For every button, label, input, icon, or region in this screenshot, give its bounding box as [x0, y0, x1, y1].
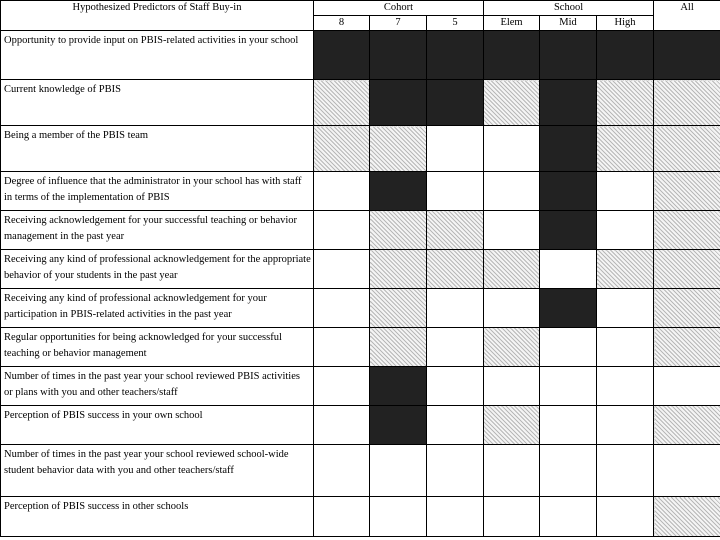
predictor-label: Opportunity to provide input on PBIS-related activities in your school [1, 31, 314, 80]
cell-school-elem [484, 289, 540, 328]
table-body [1, 31, 720, 537]
cell-cohort-8 [314, 497, 370, 537]
cell-cohort-5 [427, 328, 484, 367]
cell-cohort-5 [427, 367, 484, 406]
cell-cohort-5 [427, 289, 484, 328]
table-row [1, 172, 720, 211]
cell-all [654, 497, 720, 537]
cell-cohort-7 [370, 406, 427, 445]
cell-cohort-5 [427, 406, 484, 445]
table-row [1, 31, 720, 80]
predictor-label: Receiving acknowledgement for your successful teaching or behavior management in the past year [1, 211, 314, 250]
cell-cohort-7 [370, 250, 427, 289]
cell-all [654, 31, 720, 80]
table-row [1, 80, 720, 126]
cell-school-mid [540, 172, 597, 211]
cell-all [654, 406, 720, 445]
table-row [1, 211, 720, 250]
cell-cohort-5 [427, 126, 484, 172]
table-row [1, 289, 720, 328]
cell-cohort-5 [427, 31, 484, 80]
cell-school-mid [540, 250, 597, 289]
cell-all [654, 445, 720, 497]
predictor-label: Receiving any kind of professional acknowledgement for the appropriate behavior of your students in the past year [1, 250, 314, 289]
cell-cohort-7 [370, 126, 427, 172]
cell-school-mid [540, 328, 597, 367]
predictor-label: Receiving any kind of professional acknowledgement for your participation in PBIS-related activities in the past year [1, 289, 314, 328]
cell-school-elem [484, 406, 540, 445]
predictor-label: Current knowledge of PBIS [1, 80, 314, 126]
cell-school-elem [484, 445, 540, 497]
cell-cohort-5 [427, 211, 484, 250]
table-row [1, 406, 720, 445]
cell-school-elem [484, 172, 540, 211]
cell-cohort-7 [370, 31, 427, 80]
cell-school-mid [540, 497, 597, 537]
cell-cohort-8 [314, 328, 370, 367]
cell-cohort-5 [427, 250, 484, 289]
school-header: School [484, 1, 654, 16]
table-row [1, 328, 720, 367]
predictor-label: Number of times in the past year your school reviewed school-wide student behavior data with you and other teachers/staff [1, 445, 314, 497]
predictors-header: Hypothesized Predictors of Staff Buy-in [1, 1, 314, 31]
all-header: All [654, 1, 720, 31]
cell-cohort-8 [314, 211, 370, 250]
cell-school-elem [484, 250, 540, 289]
cell-cohort-5 [427, 80, 484, 126]
cell-cohort-7 [370, 80, 427, 126]
predictor-label: Perception of PBIS success in your own school [1, 406, 314, 445]
cell-school-elem [484, 328, 540, 367]
cell-school-high [597, 31, 654, 80]
cell-school-mid [540, 31, 597, 80]
predictor-label: Number of times in the past year your school reviewed PBIS activities or plans with you and other teachers/staff [1, 367, 314, 406]
cell-cohort-5 [427, 497, 484, 537]
cell-school-high [597, 367, 654, 406]
cell-school-mid [540, 445, 597, 497]
table-row [1, 126, 720, 172]
cell-school-high [597, 497, 654, 537]
cell-all [654, 126, 720, 172]
cell-cohort-8 [314, 250, 370, 289]
cell-school-high [597, 172, 654, 211]
header-row-groups [1, 1, 720, 16]
cohort-header: Cohort [314, 1, 484, 16]
cell-school-high [597, 289, 654, 328]
predictor-label: Regular opportunities for being acknowledged for your successful teaching or behavior management [1, 328, 314, 367]
cell-all [654, 250, 720, 289]
subheader-cohort-5: 5 [427, 16, 484, 31]
cell-school-mid [540, 211, 597, 250]
cell-cohort-8 [314, 406, 370, 445]
cell-school-mid [540, 80, 597, 126]
table-row [1, 497, 720, 537]
subheader-cohort-8: 8 [314, 16, 370, 31]
cell-cohort-8 [314, 172, 370, 211]
cell-cohort-7 [370, 172, 427, 211]
cell-school-high [597, 80, 654, 126]
cell-school-high [597, 445, 654, 497]
cell-school-elem [484, 367, 540, 406]
cell-cohort-7 [370, 367, 427, 406]
cell-cohort-8 [314, 80, 370, 126]
cell-all [654, 367, 720, 406]
subheader-school-elem: Elem [484, 16, 540, 31]
cell-school-high [597, 126, 654, 172]
subheader-cohort-7: 7 [370, 16, 427, 31]
cell-school-mid [540, 289, 597, 328]
cell-school-elem [484, 211, 540, 250]
predictor-label: Perception of PBIS success in other schools [1, 497, 314, 537]
cell-all [654, 211, 720, 250]
cell-all [654, 328, 720, 367]
cell-cohort-8 [314, 445, 370, 497]
cell-all [654, 80, 720, 126]
cell-cohort-7 [370, 445, 427, 497]
cell-school-elem [484, 497, 540, 537]
cell-school-mid [540, 126, 597, 172]
table-row [1, 250, 720, 289]
cell-cohort-8 [314, 31, 370, 80]
cell-school-high [597, 406, 654, 445]
subheader-school-high: High [597, 16, 654, 31]
cell-cohort-8 [314, 367, 370, 406]
cell-cohort-7 [370, 497, 427, 537]
cell-cohort-5 [427, 172, 484, 211]
cell-school-high [597, 211, 654, 250]
cell-school-mid [540, 406, 597, 445]
table-row [1, 367, 720, 406]
cell-cohort-7 [370, 289, 427, 328]
cell-cohort-8 [314, 126, 370, 172]
cell-school-elem [484, 31, 540, 80]
cell-school-elem [484, 80, 540, 126]
table-row [1, 445, 720, 497]
subheader-school-mid: Mid [540, 16, 597, 31]
cell-school-high [597, 250, 654, 289]
cell-cohort-7 [370, 328, 427, 367]
predictor-label: Degree of influence that the administrator in your school has with staff in terms of the implementation of PBIS [1, 172, 314, 211]
cell-cohort-8 [314, 289, 370, 328]
predictor-label: Being a member of the PBIS team [1, 126, 314, 172]
cell-school-elem [484, 126, 540, 172]
cell-all [654, 289, 720, 328]
cell-all [654, 172, 720, 211]
cell-cohort-7 [370, 211, 427, 250]
cell-school-mid [540, 367, 597, 406]
cell-cohort-5 [427, 445, 484, 497]
cell-school-high [597, 328, 654, 367]
